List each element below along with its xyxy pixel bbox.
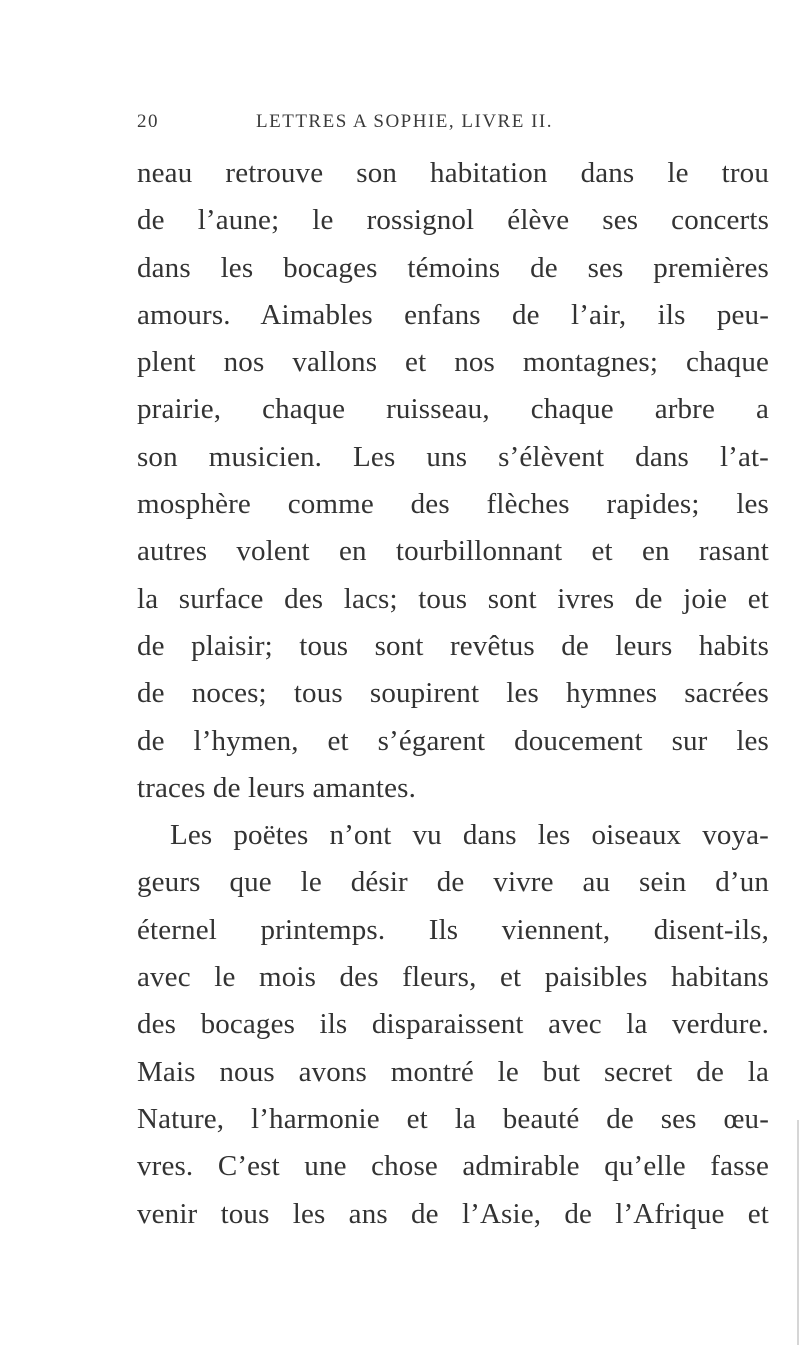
text-line: autres volent en tourbillonnant et en rasant: [137, 535, 769, 568]
text-line: la surface des lacs; tous sont ivres de joie et: [137, 582, 769, 615]
text-line: des bocages ils disparaissent avec la verdure.: [137, 1008, 769, 1041]
text-line: geurs que le désir de vivre au sein d’un: [137, 866, 769, 899]
text-line: avec le mois des fleurs, et paisibles habitans: [137, 961, 769, 994]
text-line: de plaisir; tous sont revêtus de leurs habits: [137, 629, 769, 662]
page-header: [137, 111, 769, 139]
text-line: mosphère comme des flèches rapides; les: [137, 488, 769, 521]
page-number: 20: [137, 111, 159, 132]
text-line: dans les bocages témoins de ses premières: [137, 251, 769, 284]
text-line: neau retrouve son habitation dans le trou: [137, 157, 769, 189]
text-line: son musicien. Les uns s’élèvent dans l’at-: [137, 440, 769, 473]
text-line: amours. Aimables enfans de l’air, ils peu-: [137, 298, 769, 331]
text-line: de noces; tous soupirent les hymnes sacrées: [137, 677, 769, 710]
text-line: de l’hymen, et s’égarent doucement sur les: [137, 724, 769, 757]
running-title: LETTRES A SOPHIE, LIVRE II.: [256, 111, 553, 132]
text-line: plent nos vallons et nos montagnes; chaque: [137, 346, 769, 379]
page-edge-shadow: [797, 1120, 799, 1345]
text-line: Nature, l’harmonie et la beauté de ses œu-: [137, 1102, 769, 1135]
text-line: venir tous les ans de l’Asie, de l’Afrique et: [137, 1197, 769, 1230]
paragraph-start-line: Les poëtes n’ont vu dans les oiseaux voya-: [170, 819, 769, 852]
text-line: Mais nous avons montré le but secret de la: [137, 1055, 769, 1088]
text-line: éternel printemps. Ils viennent, disent-ils,: [137, 913, 769, 946]
text-line: vres. C’est une chose admirable qu’elle fasse: [137, 1150, 769, 1183]
text-line: de l’aune; le rossignol élève ses concerts: [137, 204, 769, 237]
body-text: [137, 150, 769, 1238]
text-line: prairie, chaque ruisseau, chaque arbre a: [137, 393, 769, 426]
text-line: traces de leurs amantes.: [137, 771, 416, 804]
